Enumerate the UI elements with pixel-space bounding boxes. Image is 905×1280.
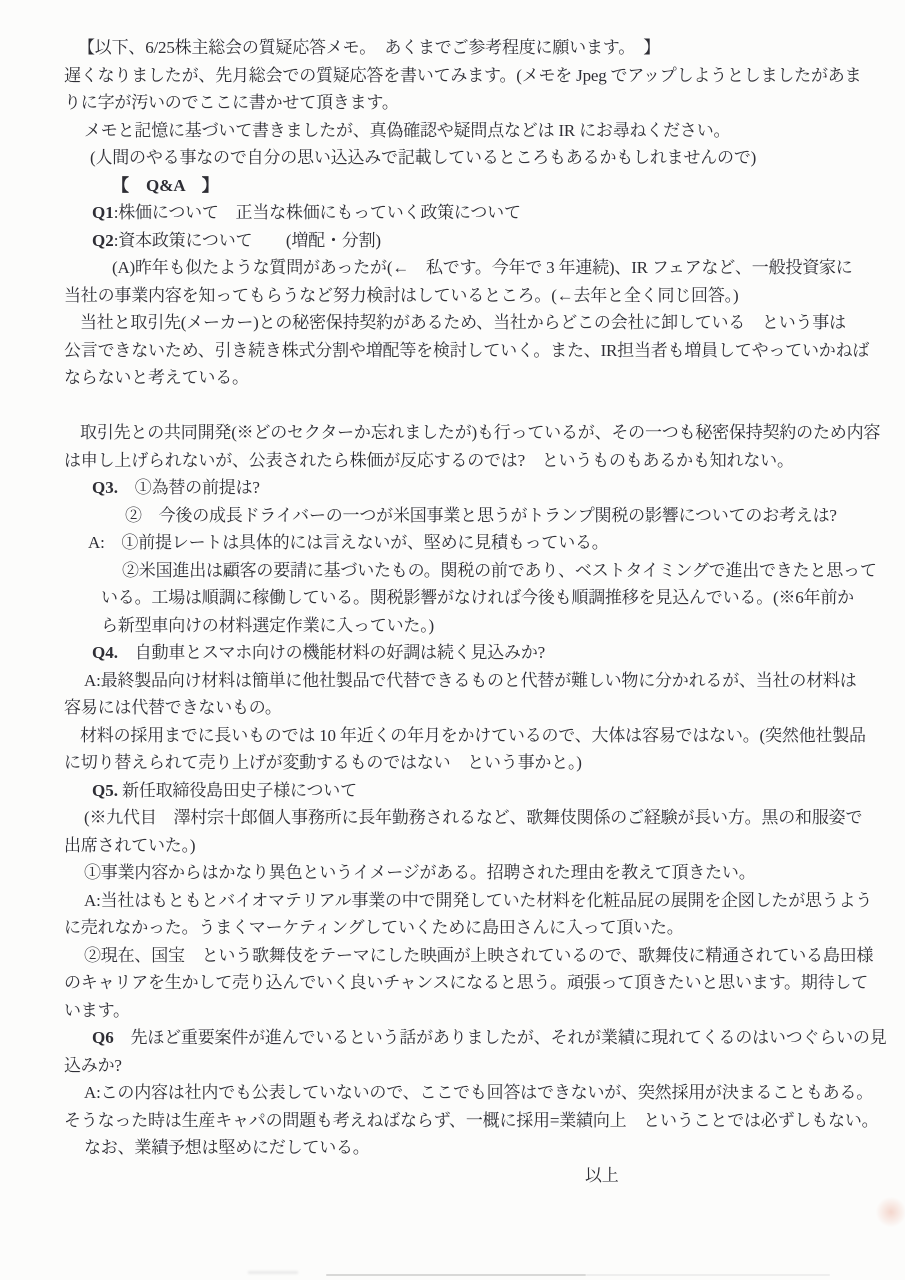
text-line: 出席されていた。) xyxy=(64,835,196,855)
text-line: Q4. 自動車とスマホ向けの機能材料の好調は続く見込みか? xyxy=(92,643,545,662)
question-label: 【 Q&A 】 xyxy=(112,175,219,195)
question-label: Q3. xyxy=(92,478,118,497)
text-line: ら新型車向けの材料選定作業に入っていた。) xyxy=(101,615,434,635)
text-line: 当社と取引先(メーカー)との秘密保持契約があるため、当社からどこの会社に卸している という事は xyxy=(80,313,846,332)
text-line: Q3. ①為替の前提は? xyxy=(92,478,260,497)
question-label: Q6 xyxy=(92,1028,114,1047)
text-line: Q1:株価について 正当な株価にもっていく政策について xyxy=(92,203,521,222)
text-line: 材料の採用までに長いものでは 10 年近くの年月をかけているので、大体は容易ではない。(突然他社製品 xyxy=(80,725,866,745)
blank-line xyxy=(64,392,869,420)
text-line: A:当社はもともとバイオマテリアル事業の中で開発していた材料を化粧品屁の展開を企図したが思うよう xyxy=(84,890,873,910)
text-line: メモと記憶に基づいて書きましたが、真偽確認や疑問点などは IR にお尋ねください。 xyxy=(84,120,731,140)
document-lines xyxy=(64,34,887,1189)
text-line: ①事業内容からはかなり異色というイメージがある。招聘された理由を教えて頂きたい。 xyxy=(84,863,756,882)
text-line: は申し上げられないが、公表されたら株価が反応するのでは? というものもあるかも知れない。 xyxy=(64,450,794,470)
text-line: A:最終製品向け材料は簡単に他社製品で代替できるものと代替が難しい物に分かれるが、当社の材料は xyxy=(84,670,857,690)
text-line: ならないと考えている。 xyxy=(64,368,249,387)
text-line: 公言できないため、引き続き株式分割や増配等を検討していく。また、IR担当者も増員してやっていかねば xyxy=(64,340,870,360)
scan-pink-dot-artifact xyxy=(876,1196,905,1228)
closing-line: 以上 xyxy=(585,1165,619,1185)
question-label: Q5. xyxy=(92,780,118,800)
text-line: Q6 先ほど重要案件が進んでいるという話がありましたが、それが業績に現れてくるのはいつぐらいの見 xyxy=(92,1028,887,1047)
question-label: Q1 xyxy=(92,203,114,222)
text-line: ②米国進出は顧客の要請に基づいたもの。関税の前であり、ベストタイミングで進出できたと思って xyxy=(122,560,877,580)
text-line: なお、業績予想は堅めにだしている。 xyxy=(84,1138,370,1157)
text-line: 込みか? xyxy=(64,1055,122,1075)
text-line: (A)昨年も似たような質問があったが(← 私です。今年で 3 年連続)、IR フェアなど、一般投資家に xyxy=(112,258,853,277)
text-line: いる。工場は順調に稼働している。関税影響がなければ今後も順調推移を見込んでいる。(※6年前か xyxy=(101,588,854,607)
text-line: ② 今後の成長ドライバーの一つが米国事業と思うがトランプ関税の影響についてのお考えは? xyxy=(125,505,837,525)
scan-line-artifact-faint xyxy=(586,1274,830,1276)
text-line: に切り替えられて売り上げが変動するものではない という事かと。) xyxy=(64,753,582,772)
text-line: に売れなかった。うまくマーケティングしていくために島田さんに入って頂いた。 xyxy=(64,918,684,937)
scan-smudge-artifact xyxy=(248,1271,298,1274)
text-line: (※九代目 澤村宗十郎個人事務所に長年勤務されるなど、歌舞伎関係のご経験が長い方。黒の和服姿で xyxy=(84,808,863,827)
question-label: Q4. xyxy=(92,643,118,662)
text-line: りに字が汚いのでここに書かせて頂きます。 xyxy=(64,93,399,112)
text-line: A: ①前提レートは具体的には言えないが、堅めに見積もっている。 xyxy=(88,533,609,552)
text-line: A:この内容は社内でも公表していないので、ここでも回答はできないが、突然採用が決まることもある。 xyxy=(84,1083,874,1102)
text-line: います。 xyxy=(64,1000,130,1020)
text-line: Q5. 新任取締役島田史子様について xyxy=(92,780,357,800)
text-line: ②現在、国宝 という歌舞伎をテーマにした映画が上映されているので、歌舞伎に精通されている島田様 xyxy=(84,945,874,965)
text-line: 容易には代替できないもの。 xyxy=(64,698,282,717)
text-line: 【以下、6/25株主総会の質疑応答メモ。 あくまでご参考程度に願います。 】 xyxy=(78,38,661,57)
text-line: 当社の事業内容を知ってもらうなど努力検討はしているところ。(←去年と全く同じ回答。) xyxy=(64,285,739,305)
text-line: そうなった時は生産キャパの問題も考えねばならず、一概に採用=業績向上 ということでは必ずしもない。 xyxy=(64,1110,879,1130)
text-line: Q2:資本政策について (増配・分割) xyxy=(92,230,381,250)
text-line: 取引先との共同開発(※どのセクターか忘れましたが)も行っているが、その一つも秘密保持契約のため内容 xyxy=(80,423,881,442)
text-line xyxy=(112,172,869,200)
scan-line-artifact xyxy=(326,1274,586,1276)
text-line: のキャリアを生かして売り込んでいく良いチャンスになると思う。頑張って頂きたいと思います。期待して xyxy=(64,973,869,992)
question-label: Q2 xyxy=(92,230,114,250)
text-line: (人間のやる事なので自分の思い込込みで記載しているところもあるかもしれませんので) xyxy=(90,148,757,167)
text-line: 遅くなりましたが、先月総会での質疑応答を書いてみます。(メモを Jpeg でアップしようとしましたがあま xyxy=(64,65,862,85)
